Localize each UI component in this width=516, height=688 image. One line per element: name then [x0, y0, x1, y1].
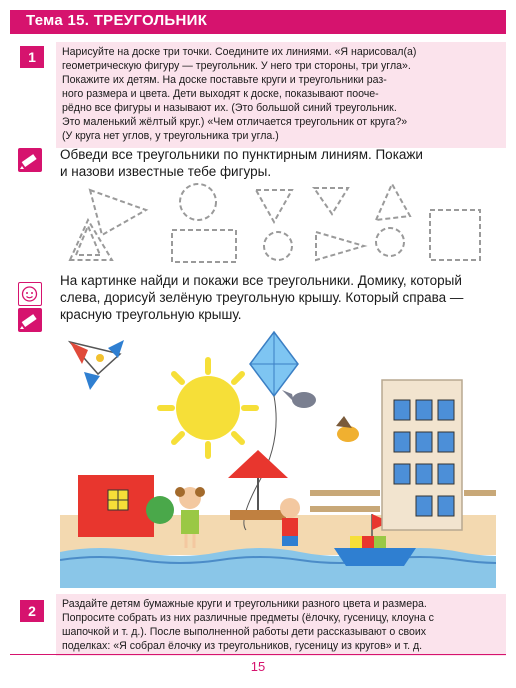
section-number-2: 2 [20, 600, 44, 622]
dotted-square-shape [430, 210, 480, 260]
note-line: Покажите их детям. На доске поставьте круги и треугольники раз- [62, 74, 387, 86]
task-line: Обведи все треугольники по пунктирным линиям. Покажи [60, 147, 423, 162]
dotted-triangle-shape [256, 190, 292, 222]
dotted-triangle-shape [376, 184, 410, 220]
task-1-text [60, 146, 498, 180]
note-line: Попросите собрать из них различные предметы (ёлочку, гусеницу, клоуна с [62, 612, 434, 624]
note-line: Раздайте детям бумажные круги и треугольники разного цвета и размера. [62, 598, 427, 610]
note-line: рёдно все фигуры и называют их. (Это большой синий треугольник. [62, 102, 397, 114]
teacher-note-2 [56, 594, 506, 656]
note-line: поделках: «Я собрал ёлочку из треугольников, гусеницу из кругов» и т. д. [62, 640, 423, 652]
child-face-icon [18, 282, 42, 306]
task-line: и назови известные тебе фигуры. [60, 164, 272, 179]
dotted-triangle-shape [314, 188, 348, 214]
sandbox-picture [228, 450, 288, 520]
task-line: На картинке найди и покажи все треугольники. Домику, который [60, 273, 462, 288]
topic-title: Тема 15. ТРЕУГОЛЬНИК [26, 12, 208, 29]
dotted-circle-shape [180, 184, 216, 220]
note-line: Это маленький жёлтый круг.) «Чем отличается треугольник от круга?» [62, 116, 408, 128]
note-line: ного размера и цвета. Дети выходят к доске, показывают пооче- [62, 88, 379, 100]
rocket-picture [70, 340, 124, 390]
sun-picture [160, 360, 256, 456]
dotted-triangle-shape [90, 190, 146, 235]
birds-picture [282, 390, 359, 442]
right-building-picture [382, 380, 462, 530]
topic-header [10, 10, 506, 34]
task-2-text [60, 272, 498, 323]
page-number: 15 [250, 659, 266, 674]
left-house-picture [78, 475, 154, 537]
note-line: шапочкой и т. д.). После выполненной работы дети рассказывают о своих [62, 626, 427, 638]
pencil-icon [18, 148, 42, 172]
dotted-circle-shape [264, 232, 292, 260]
boy-picture [280, 498, 300, 546]
note-line: Нарисуйте на доске три точки. Соедините их линиями. «Я нарисовал(а) [62, 46, 417, 58]
pencil-icon [18, 308, 42, 332]
illustration-scene [60, 330, 496, 588]
task-line: слева, дорисуй зелёную треугольную крышу. Который справа — [60, 290, 464, 305]
dotted-circle-shape [376, 228, 404, 256]
footer-divider [10, 654, 506, 655]
note-line: геометрическую фигуру — треугольник. У него три стороны, три угла». [62, 60, 411, 72]
teacher-note-1 [56, 42, 506, 148]
section-number-1: 1 [20, 46, 44, 68]
dotted-shapes [60, 180, 500, 270]
dotted-triangle-shape [316, 232, 364, 260]
dotted-triangle-shape [76, 226, 100, 255]
note-line: (У круга нет углов, у треугольника три угла.) [62, 130, 279, 142]
dotted-rectangle-shape [172, 230, 236, 262]
task-line: красную треугольную крышу. [60, 307, 242, 322]
